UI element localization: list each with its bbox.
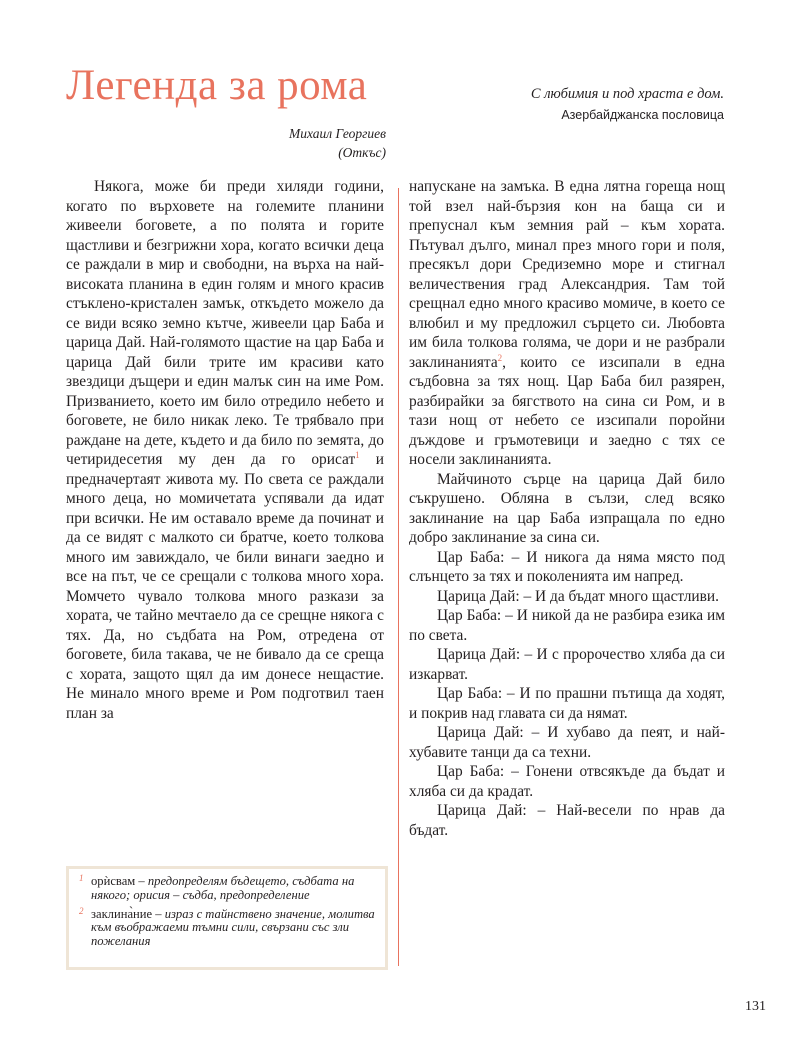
epigraph-quote: С любимия и под храста е дом.	[530, 86, 724, 102]
paragraph	[66, 177, 384, 723]
paragraph: Майчиното сърце на царица Дай било съкрушено. Обляна в сълзи, след всяко заклинание на цар Баба изпращала по едно добро заклинание за сина си.	[409, 470, 725, 546]
column-divider	[398, 188, 399, 966]
epigraph	[531, 84, 724, 126]
text-run: напускане на замъка. В една лятна гореща нощ той взел най-бързия кон на баща си и препуснал към земния рай – към хората. Пътувал дълго, минал през много гори и поля, пресякъл дори Средиземно море и стигнал величествения град Александрия. Там той срещнал едно много красиво момиче, в което се влюбил и му предложил сърцето си. Любовта им била толкова голяма, че дори и не разбрали заклинанията	[409, 178, 725, 371]
page-title: Легенда за рома	[66, 62, 368, 109]
dialogue-line: Цар Баба: – И по прашни пътища да ходят, и покрив над главата си да нямат.	[409, 685, 725, 722]
text-run: , които се изсипали в една съдбовна за тях нощ. Цар Баба бил разярен, разбирайки за бягството на сина си Ром, и в тази нощ от небето се изсипали поройни дъждове и гръмотевици и заедно с тях се носели заклинанията.	[409, 353, 725, 468]
footnote-definition: – израз с тайнствено значение, молитва към въображаеми тъмни сили, свързани със зли пожелания	[91, 906, 375, 949]
dialogue-line: Цар Баба: – Гонени отвсякъде да бъдат и хляба си да крадат.	[409, 763, 725, 800]
dialogue-line: Цар Баба: – И никой да не разбира езика им по света.	[409, 607, 725, 644]
text-run: и предначертаят живота му. По света се раждали много деца, но момичетата успявали да идат при всички. Не им оставало време да починат и да се видят с малкото си братче, което толкова много им завиждало, че били винаги заедно и все на път, че се срещали с толкова много хора. Момчето чувало толкова много разкази за хората, че тайно мечтаело да се срещне някога с тях. Да, но съдбата на Ром, отредена от боговете, била такава, че не бивало да се среща с хората, защото щял да им донесе нещастие. Не минало много време и Ром подготвил таен план за	[66, 451, 384, 722]
left-column	[66, 177, 384, 723]
footnote-ref-1[interactable]: 1	[355, 450, 360, 460]
dialogue-line: Царица Дай: – И хубаво да пеят, и най-хубавите танци да са техни.	[409, 724, 725, 761]
footnote-definition: – предопределям бъдещето, съдбата на някого; орисия – съдба, предопределение	[91, 874, 355, 902]
footnote-2	[77, 905, 377, 949]
author-name: Михаил Георгиев	[288, 126, 386, 141]
paragraph	[409, 177, 725, 470]
footnote-term: заклина̀ние	[91, 906, 153, 921]
footnote-ref-2[interactable]: 2	[497, 352, 503, 363]
footnotes-box	[66, 866, 388, 970]
footnote-term: орѝсвам	[91, 874, 136, 888]
right-column	[409, 177, 725, 840]
dialogue-line: Царица Дай: – И да бъдат много щастливи.	[437, 587, 720, 605]
text-run: Някога, може би преди хиляди години, когато по върховете на големите планини живеели боговете, а по полята и горите щастливи и безгрижни хора, когато всички деца се раждали в мир и свободни, на върха на най-високата планина в един голям и много красив стъклено-кристален замък, откъдето можело да се види всяко земно кътче, живеели цар Баба и царица Дай. Най-голямото щастие на цар Баба и царица Дай били трите им красиви като звездици дъщери и един малък син на име Ром. Призванието, което им било отредило небето и боговете, не било никак леко. Те трябвало при раждане на дете, където и да било по земята, до четиридесетия му ден да го орисат	[66, 178, 384, 468]
page-number: 131	[745, 999, 766, 1014]
epigraph-source: Азербайджанска пословица	[561, 108, 724, 122]
dialogue-line: Царица Дай: – И с пророчество хляба да си изкарват.	[409, 646, 725, 683]
footnote-1	[77, 875, 377, 903]
author-note: (Откъс)	[338, 145, 386, 160]
footnote-number: 2	[79, 905, 84, 916]
footnote-number: 1	[79, 873, 84, 883]
dialogue-line: Царица Дай: – Най-весели по нрав да бъдат.	[409, 802, 725, 839]
dialogue-line: Цар Баба: – И никога да няма място под слънцето за тях и поколенията им напред.	[409, 548, 725, 585]
author-block	[289, 124, 386, 162]
